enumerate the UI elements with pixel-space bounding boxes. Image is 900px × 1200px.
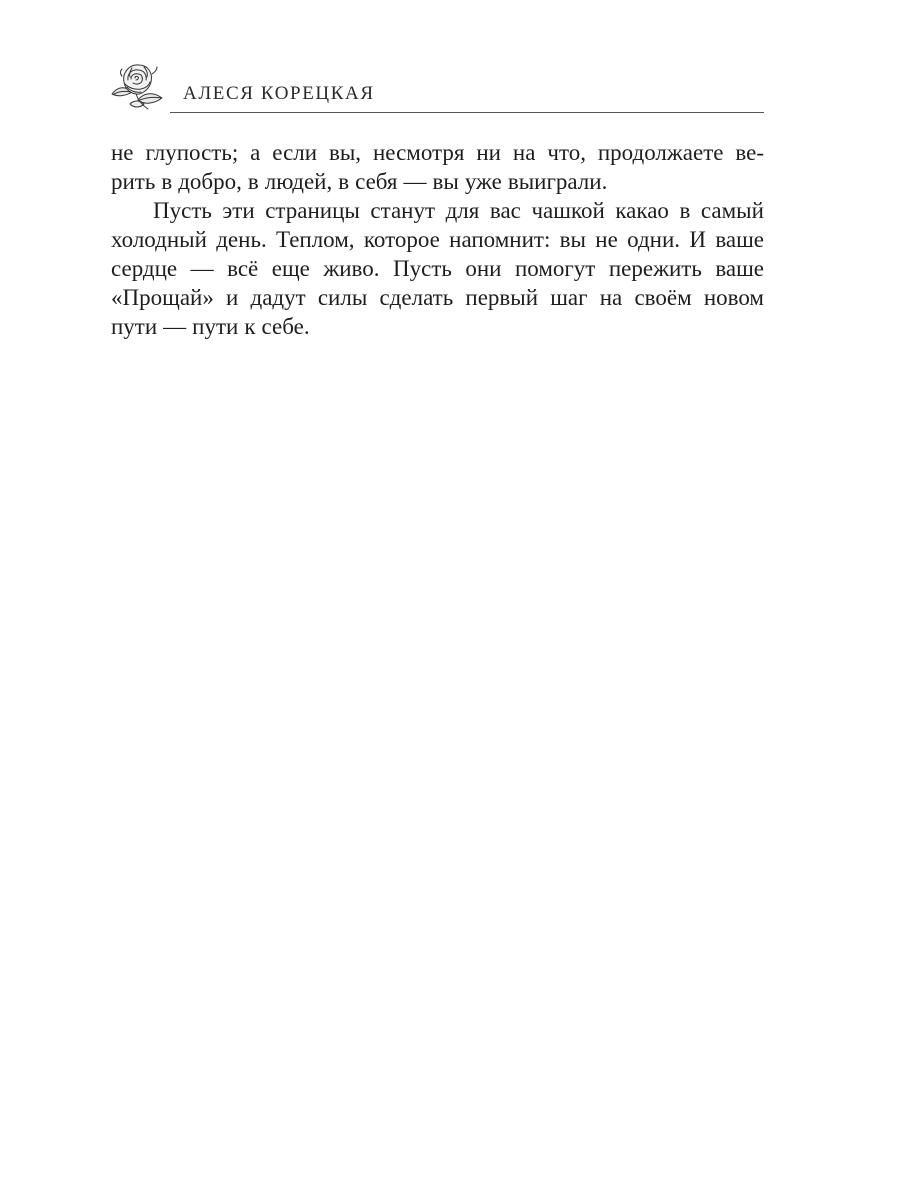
word: сердце: [111, 256, 178, 281]
word: продолжаете: [597, 140, 724, 165]
word: рить: [111, 169, 156, 194]
word: пережить: [608, 256, 702, 281]
word: сделать: [379, 285, 454, 310]
word: первый: [465, 285, 539, 310]
word: одни.: [627, 227, 681, 252]
word: «Прощай»: [111, 285, 214, 310]
word: в: [338, 169, 350, 194]
word: и: [226, 285, 239, 310]
word: —: [190, 256, 214, 281]
word: выиграли.: [507, 169, 608, 194]
word: И: [689, 227, 706, 252]
word: вы: [432, 169, 459, 194]
word: чашкой: [531, 198, 605, 223]
paragraph: [111, 138, 764, 196]
word: добро,: [178, 169, 242, 194]
word: пути: [192, 314, 239, 339]
word: они: [465, 256, 502, 281]
word: самый: [700, 198, 764, 223]
word: вы: [559, 227, 586, 252]
header-divider: [170, 112, 764, 113]
word: в: [247, 169, 259, 194]
word: день.: [216, 227, 267, 252]
text-line: [111, 167, 764, 196]
word: страницы: [265, 198, 360, 223]
word: новом: [703, 285, 764, 310]
word: ни: [476, 140, 501, 165]
word: в: [679, 198, 691, 223]
word: Теплом,: [276, 227, 355, 252]
word: которое: [363, 227, 440, 252]
word: глупость;: [145, 140, 239, 165]
word: помогут: [514, 256, 596, 281]
word: что,: [547, 140, 586, 165]
word: ве-: [735, 140, 764, 165]
rose-icon: [108, 60, 170, 112]
text-line: [111, 254, 764, 283]
word: Пусть: [153, 198, 212, 223]
word: себе.: [261, 314, 310, 339]
running-header-author: АЛЕСЯ КОРЕЦКАЯ: [183, 83, 375, 104]
word: всё: [227, 256, 259, 281]
word: шаг: [550, 285, 588, 310]
word: а: [250, 140, 261, 165]
body-text: [111, 138, 764, 341]
word: вы,: [328, 140, 362, 165]
word: какао: [615, 198, 669, 223]
text-line: [111, 196, 764, 225]
text-line: [111, 283, 764, 312]
word: не: [111, 140, 134, 165]
word: еще: [271, 256, 310, 281]
word: на: [512, 140, 536, 165]
word: вас: [489, 198, 521, 223]
paragraph: [111, 196, 764, 341]
word: станут: [370, 198, 436, 223]
word: ваше: [715, 256, 764, 281]
word: на: [599, 285, 623, 310]
word: для: [445, 198, 480, 223]
word: себя: [355, 169, 398, 194]
word: в: [161, 169, 173, 194]
word: живо.: [323, 256, 380, 281]
word: несмотря: [372, 140, 465, 165]
running-header: [108, 60, 764, 116]
word: ваше: [715, 227, 764, 252]
text-line: [111, 138, 764, 167]
word: Пусть: [393, 256, 452, 281]
word: людей,: [264, 169, 333, 194]
text-line: [111, 225, 764, 254]
text-line: [111, 312, 764, 341]
word: —: [403, 169, 427, 194]
word: холодный: [111, 227, 207, 252]
word: эти: [222, 198, 255, 223]
word: силы: [317, 285, 368, 310]
word: не: [595, 227, 618, 252]
word: уже: [464, 169, 502, 194]
word: —: [163, 314, 187, 339]
word: напомнит:: [449, 227, 551, 252]
word: пути: [111, 314, 158, 339]
word: своём: [634, 285, 692, 310]
word: к: [244, 314, 256, 339]
word: если: [272, 140, 318, 165]
word: дадут: [250, 285, 306, 310]
